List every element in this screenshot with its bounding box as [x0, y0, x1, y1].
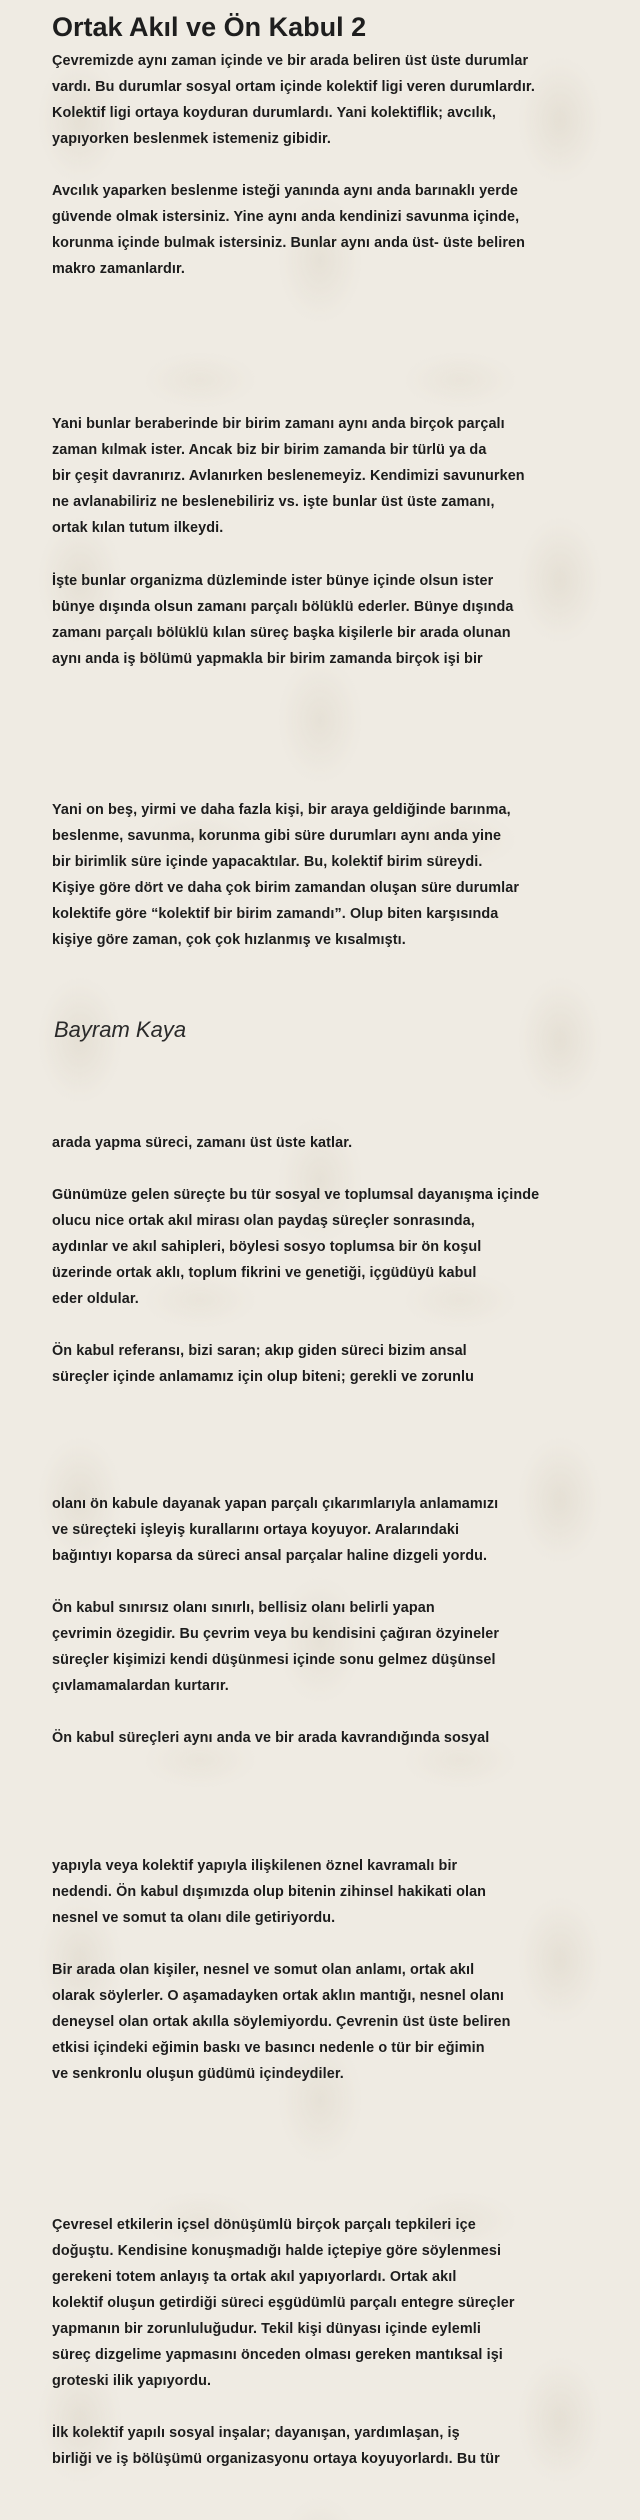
paragraph [52, 1957, 597, 2087]
text-line: deneysel olan ortak akılla söylemiyordu. Çevrenin üst üste beliren [52, 2014, 511, 2030]
text-line: Kişiye göre dört ve daha çok birim zamandan oluşan süre durumlar [52, 880, 520, 896]
text-line: ortak kılan tutum ilkeydi. [52, 520, 224, 536]
text-line: süreçler kişimizi kendi düşünmesi içinde sonu gelmez düşünsel [52, 1652, 496, 1668]
text-line: süreç dizgelime yapmasını önceden olması gereken mantıksal işi [52, 2347, 503, 2363]
text-line: olucu nice ortak akıl mirası olan paydaş süreçler sonrasında, [52, 1213, 475, 1229]
text-line: nesnel ve somut ta olanı dile getiriyordu. [52, 1910, 336, 1926]
text-line: güvende olmak istersiniz. Yine aynı anda kendinizi savunma içinde, [52, 209, 520, 225]
text-line: yapmanın bir zorunluluğudur. Tekil kişi dünyası içinde eylemli [52, 2321, 481, 2337]
text-line: makro zamanlardır. [52, 261, 185, 277]
text-line: Avcılık yaparken beslenme isteği yanında aynı anda barınaklı yerde [52, 183, 518, 199]
text-line: arada yapma süreci, zamanı üst üste katlar. [52, 1135, 353, 1151]
text-line: eder oldular. [52, 1291, 139, 1307]
text-line: Kolektif ligi ortaya koyduran durumlardı. Yani kolektiflik; avcılık, [52, 105, 496, 121]
paragraph [52, 411, 597, 541]
text-line: zamanı parçalı bölüklü kılan süreç başka kişilerle bir arada olunan [52, 625, 511, 641]
paragraph [52, 797, 597, 953]
text-line: ve senkronlu oluşun güdümü içindeydiler. [52, 2066, 344, 2082]
text-line: bağıntıyı koparsa da süreci ansal parçalar haline dizgeli yordu. [52, 1548, 488, 1564]
text-line: ne avlanabiliriz ne beslenebiliriz vs. işte bunlar üst üste zamanı, [52, 494, 495, 510]
text-line: Çevremizde aynı zaman içinde ve bir arada beliren üst üste durumlar [52, 53, 529, 69]
text-line: İşte bunlar organizma düzleminde ister bünye içinde olsun ister [52, 573, 494, 589]
text-line: Ön kabul sınırsız olanı sınırlı, bellisiz olanı belirli yapan [52, 1600, 435, 1616]
text-line: kişiye göre zaman, çok çok hızlanmış ve kısalmıştı. [52, 932, 406, 948]
paragraph [52, 1491, 597, 1569]
text-line: bir çeşit davranırız. Avlanırken beslenemeyiz. Kendimizi savunurken [52, 468, 525, 484]
paragraph [52, 178, 597, 282]
text-line: kolektif oluşun getirdiği süreci eşgüdümlü parçalı entegre süreçler [52, 2295, 515, 2311]
text-line: gerekeni totem anlayış ta ortak akıl yapıyorlardı. Ortak akıl [52, 2269, 457, 2285]
text-line: vardı. Bu durumlar sosyal ortam içinde kolektif ligi veren durumlardır. [52, 79, 535, 95]
text-line: aynı anda iş bölümü yapmakla bir birim zamanda birçok işi bir [52, 651, 483, 667]
paragraph [52, 48, 597, 152]
text-line: Yani bunlar beraberinde bir birim zamanı aynı anda birçok parçalı [52, 416, 505, 432]
text-line: süreçler içinde anlamamız için olup biteni; gerekli ve zorunlu [52, 1369, 475, 1385]
text-line: Yani on beş, yirmi ve daha fazla kişi, bir araya geldiğinde barınma, [52, 802, 511, 818]
text-line: üzerinde ortak aklı, toplum fikrini ve genetiği, içgüdüyü kabul [52, 1265, 477, 1281]
paragraph [52, 1182, 597, 1312]
text-line: groteski ilik yapıyordu. [52, 2373, 212, 2389]
text-line: olarak söylerler. O aşamadayken ortak aklın mantığı, nesnel olanı [52, 1988, 505, 2004]
text-line: korunma içinde bulmak istersiniz. Bunlar aynı anda üst- üste beliren [52, 235, 526, 251]
text-line: yapıyorken beslenmek istemeniz gibidir. [52, 131, 332, 147]
text-line: zaman kılmak ister. Ancak biz bir birim zamanda bir türlü ya da [52, 442, 487, 458]
paragraph [52, 2420, 597, 2472]
text-line: nedendi. Ön kabul dışımızda olup bitenin zihinsel hakikati olan [52, 1884, 487, 1900]
text-line: bir birimlik süre içinde yapacaktılar. Bu, kolektif birim süreydi. [52, 854, 483, 870]
text-line: beslenme, savunma, korunma gibi süre durumları aynı anda yine [52, 828, 502, 844]
text-line: Bir arada olan kişiler, nesnel ve somut olan anlamı, ortak akıl [52, 1962, 475, 1978]
text-line: olanı ön kabule dayanak yapan parçalı çıkarımlarıyla anlamamızı [52, 1496, 499, 1512]
paragraph [52, 568, 597, 672]
paragraph [52, 1595, 597, 1699]
text-line: Ön kabul süreçleri aynı anda ve bir arada kavrandığında sosyal [52, 1730, 490, 1746]
text-line: doğuştu. Kendisine konuşmadığı halde içtepiye göre söylenmesi [52, 2243, 502, 2259]
page-title: Ortak Akıl ve Ön Kabul 2 [52, 12, 367, 42]
text-line: Günümüze gelen süreçte bu tür sosyal ve toplumsal dayanışma içinde [52, 1187, 540, 1203]
paragraph [52, 1853, 597, 1931]
author-name: Bayram Kaya [54, 1017, 187, 1042]
text-line: İlk kolektif yapılı sosyal inşalar; dayanışan, yardımlaşan, iş [52, 2425, 460, 2441]
paragraph [52, 1725, 597, 1751]
text-line: birliği ve iş bölüşümü organizasyonu ortaya koyuyorlardı. Bu tür [52, 2451, 500, 2467]
text-line: Ön kabul referansı, bizi saran; akıp giden süreci bizim ansal [52, 1343, 467, 1359]
text-line: etkisi içindeki eğimin baskı ve basıncı nedenle o tür bir eğimin [52, 2040, 485, 2056]
paragraph [52, 1338, 597, 1390]
paragraph [52, 2212, 597, 2394]
text-line: ve süreçteki işleyiş kurallarını ortaya koyuyor. Aralarındaki [52, 1522, 460, 1538]
text-line: Çevresel etkilerin içsel dönüşümlü birçok parçalı tepkileri içe [52, 2217, 476, 2233]
text-line: yapıyla veya kolektif yapıyla ilişkilenen öznel kavramalı bir [52, 1858, 458, 1874]
text-line: aydınlar ve akıl sahipleri, böylesi sosyo toplumsa bir ön koşul [52, 1239, 482, 1255]
paragraph [52, 1130, 597, 1156]
text-line: çıvlamamalardan kurtarır. [52, 1678, 229, 1694]
text-line: kolektife göre “kolektif bir birim zamandı”. Olup biten karşısında [52, 906, 499, 922]
text-line: bünye dışında olsun zamanı parçalı bölüklü ederler. Bünye dışında [52, 599, 514, 615]
text-line: çevrimin özegidir. Bu çevrim veya bu kendisini çağıran özyineler [52, 1626, 500, 1642]
